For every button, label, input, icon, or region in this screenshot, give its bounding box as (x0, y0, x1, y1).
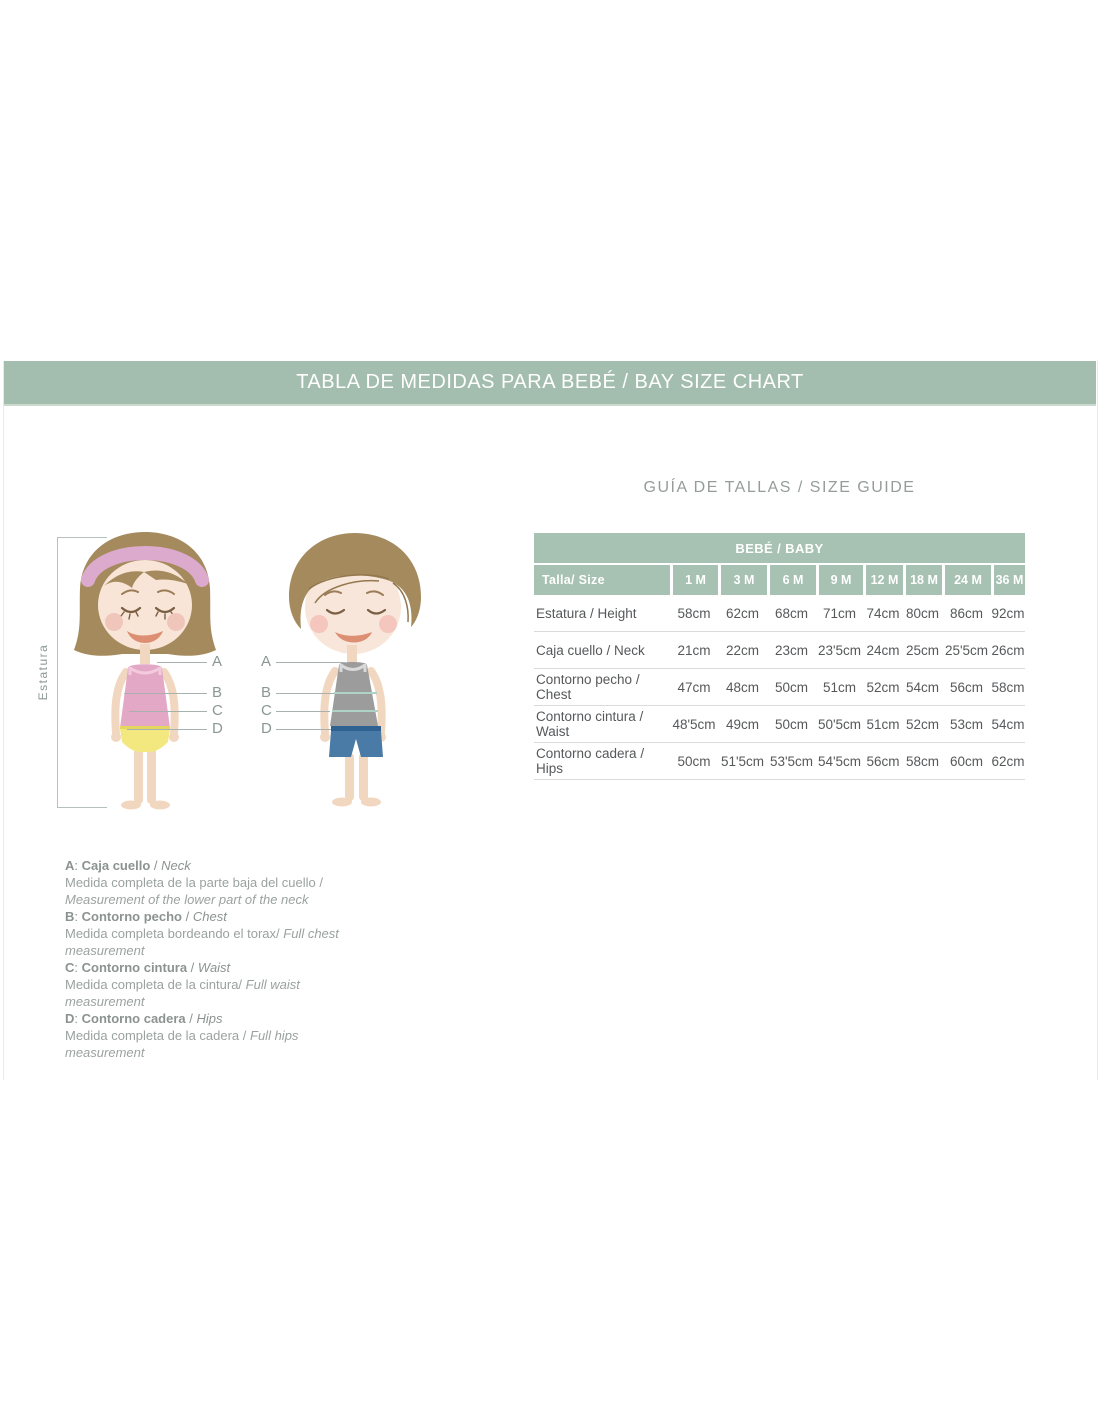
value-cell: 51cm (816, 669, 863, 706)
value-cell: 51cm (863, 706, 903, 743)
value-cell: 58cm (991, 669, 1025, 706)
value-cell: 74cm (863, 595, 903, 632)
value-cell: 25cm (903, 632, 942, 669)
value-cell: 51'5cm (718, 743, 767, 780)
row-label: Contorno cintura / Waist (534, 706, 670, 743)
boy-waist-line (276, 711, 330, 712)
legend-desc: Medida completa de la parte baja del cuello / (65, 875, 323, 890)
boy-marker-c: C (261, 702, 272, 719)
legend-desc: Medida completa bordeando el torax/ (65, 926, 280, 941)
legend-term-en: Chest (192, 909, 227, 924)
legend-item: A: Caja cuello / Neck Medida completa de la parte baja del cuello / Measurement of the lower part of the neck (65, 858, 323, 907)
value-cell: 22cm (718, 632, 767, 669)
legend-term-en: Neck (161, 858, 191, 873)
row-label: Contorno pecho / Chest (534, 669, 670, 706)
value-cell: 52cm (863, 669, 903, 706)
boy-marker-a: A (261, 653, 272, 670)
legend-term: Contorno cadera (81, 1011, 186, 1026)
legend-term-en: Waist (197, 960, 231, 975)
value-cell: 52cm (903, 706, 942, 743)
value-cell: 53'5cm (767, 743, 816, 780)
value-cell: 54cm (991, 706, 1025, 743)
legend-term: Contorno cintura (81, 960, 188, 975)
boy-illustration (275, 525, 435, 810)
value-cell: 50cm (767, 706, 816, 743)
table-row (534, 669, 1025, 706)
size-header-cell: 12 M (863, 565, 903, 595)
legend-letter: D (65, 1011, 75, 1026)
page-title: TABLA DE MEDIDAS PARA BEBÉ / BAY SIZE CHART (4, 361, 1096, 406)
table-row (534, 595, 1025, 632)
legend-term: Contorno pecho (81, 909, 183, 924)
value-cell: 80cm (903, 595, 942, 632)
size-header-cell: 24 M (942, 565, 991, 595)
value-cell: 48cm (718, 669, 767, 706)
legend-desc: Medida completa de la cadera / (65, 1028, 247, 1043)
size-header-cell: 3 M (718, 565, 767, 595)
table-group-header: BEBÉ / BABY (534, 533, 1025, 563)
legend-desc-en: Measurement of the lower part of the neck (65, 892, 309, 907)
size-header-cell: 6 M (767, 565, 816, 595)
legend-desc-en: Full hips measurement (65, 1028, 299, 1060)
row-label: Contorno cadera / Hips (534, 743, 670, 780)
value-cell: 86cm (942, 595, 991, 632)
legend-item: C: Contorno cintura / Waist Medida completa de la cintura/ Full waist measurement (65, 960, 300, 1009)
size-header-cell: 36 M (991, 565, 1025, 595)
value-cell: 62cm (718, 595, 767, 632)
value-cell: 50'5cm (816, 706, 863, 743)
table-row (534, 706, 1025, 743)
girl-marker-d: D (212, 720, 223, 737)
row-label: Caja cuello / Neck (534, 632, 670, 669)
legend-term-en: Hips (196, 1011, 223, 1026)
value-cell: 23cm (767, 632, 816, 669)
girl-marker-c: C (212, 702, 223, 719)
legend-letter: C (65, 960, 75, 975)
girl-waist-line (129, 711, 207, 712)
value-cell: 71cm (816, 595, 863, 632)
girl-illustration (70, 528, 223, 813)
estatura-label: Estatura (36, 643, 50, 701)
boy-neck-line (276, 662, 345, 663)
row-label: Estatura / Height (534, 595, 670, 632)
girl-chest-line (124, 693, 207, 694)
value-cell: 21cm (670, 632, 718, 669)
size-header-cell: 18 M (903, 565, 942, 595)
value-cell: 23'5cm (816, 632, 863, 669)
value-cell: 25'5cm (942, 632, 991, 669)
size-col-header: Talla/ Size (534, 565, 670, 595)
legend-desc: Medida completa de la cintura/ (65, 977, 243, 992)
boy-chest-line (276, 693, 334, 694)
table-row (534, 632, 1025, 669)
value-cell: 24cm (863, 632, 903, 669)
girl-hips-line (127, 729, 207, 730)
value-cell: 62cm (991, 743, 1025, 780)
girl-marker-a: A (212, 653, 223, 670)
value-cell: 53cm (942, 706, 991, 743)
value-cell: 68cm (767, 595, 816, 632)
value-cell: 54'5cm (816, 743, 863, 780)
value-cell: 58cm (903, 743, 942, 780)
legend-item: D: Contorno cadera / Hips Medida completa de la cadera / Full hips measurement (65, 1011, 299, 1060)
legend-desc-en: Full waist measurement (65, 977, 300, 1009)
legend-desc-en: Full chest measurement (65, 926, 339, 958)
value-cell: 56cm (863, 743, 903, 780)
boy-marker-d: D (261, 720, 272, 737)
value-cell: 50cm (767, 669, 816, 706)
measurement-legend (65, 857, 345, 1061)
value-cell: 92cm (991, 595, 1025, 632)
boy-hips-line (276, 729, 331, 730)
size-header-cell: 9 M (816, 565, 863, 595)
size-guide-heading: GUÍA DE TALLAS / SIZE GUIDE (643, 479, 916, 496)
value-cell: 47cm (670, 669, 718, 706)
value-cell: 56cm (942, 669, 991, 706)
value-cell: 58cm (670, 595, 718, 632)
girl-neck-line (157, 662, 207, 663)
boy-marker-b: B (261, 684, 272, 701)
table-row (534, 743, 1025, 780)
size-table (534, 533, 1025, 780)
legend-term: Caja cuello (81, 858, 151, 873)
value-cell: 60cm (942, 743, 991, 780)
value-cell: 48'5cm (670, 706, 718, 743)
legend-letter: B (65, 909, 75, 924)
value-cell: 50cm (670, 743, 718, 780)
legend-item: B: Contorno pecho / Chest Medida completa bordeando el torax/ Full chest measurement (65, 909, 339, 958)
girl-marker-b: B (212, 684, 223, 701)
value-cell: 49cm (718, 706, 767, 743)
size-header-cell: 1 M (670, 565, 718, 595)
legend-letter: A (65, 858, 75, 873)
value-cell: 54cm (903, 669, 942, 706)
value-cell: 26cm (991, 632, 1025, 669)
